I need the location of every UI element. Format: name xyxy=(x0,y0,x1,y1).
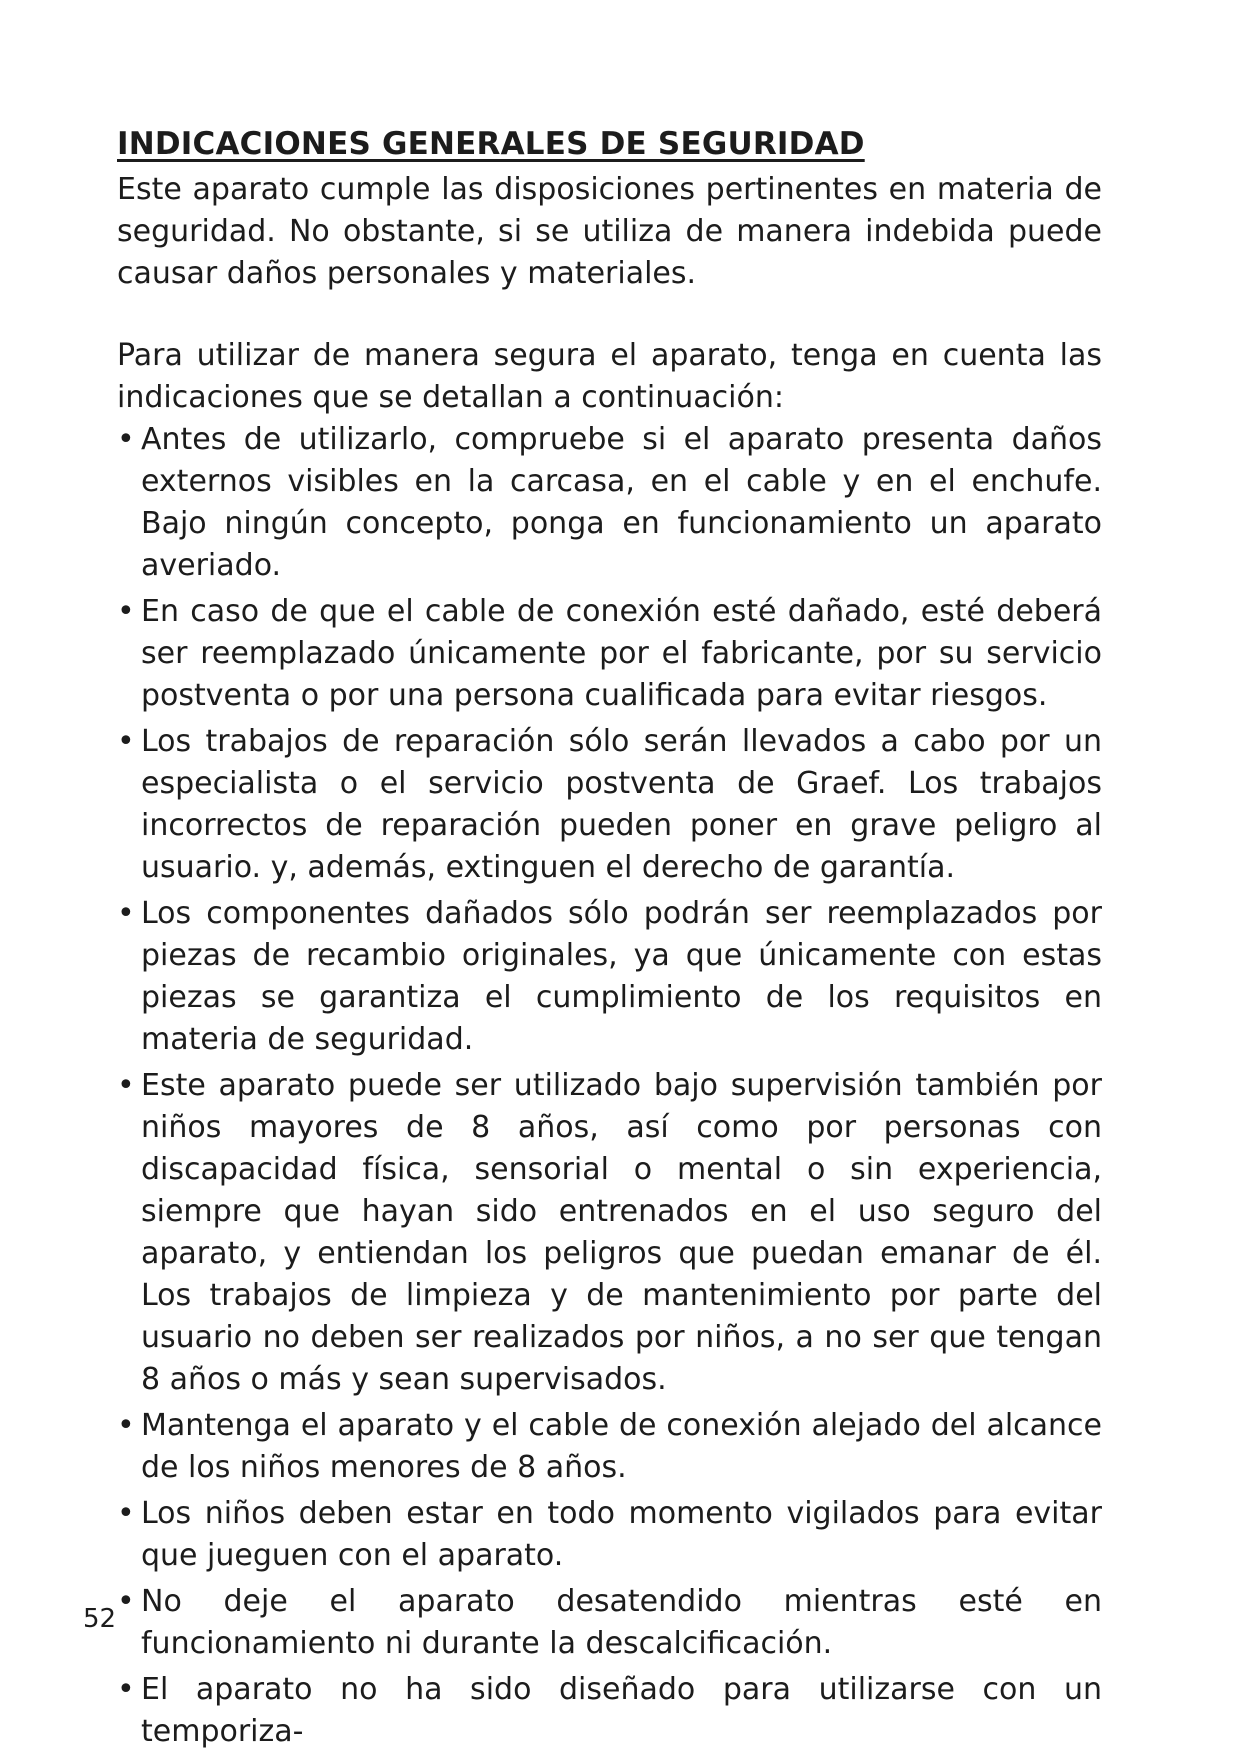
safety-list xyxy=(117,419,1102,1753)
list-item-text: Mantenga el aparato y el cable de conexión alejado del alcance de los niños menores de 8 años. xyxy=(141,1408,1102,1485)
bullet-icon: • xyxy=(117,1408,135,1443)
list-item xyxy=(117,1581,1102,1665)
list-item xyxy=(117,1065,1102,1401)
list-item-text: Los niños deben estar en todo momento vigilados para evitar que jueguen con el aparato. xyxy=(141,1496,1102,1573)
lead-paragraph: Para utilizar de manera segura el aparato, tenga en cuenta las indicaciones que se detallan a continuación: xyxy=(117,338,1102,415)
bullet-icon: • xyxy=(117,1584,135,1619)
list-item xyxy=(117,591,1102,717)
list-item-text: Antes de utilizarlo, compruebe si el aparato presenta daños externos visibles en la carcasa, en el cable y en el enchufe. Bajo ningún concepto, ponga en funcionamiento un aparato averiado. xyxy=(141,422,1102,583)
list-item-text: Los trabajos de reparación sólo serán llevados a cabo por un especialista o el servicio postventa de Graef. Los trabajos incorrectos de reparación pueden poner en grave peligro al usuario. y, además, extinguen el derecho de garantía. xyxy=(141,724,1102,885)
bullet-icon: • xyxy=(117,1496,135,1531)
page-content xyxy=(117,123,1102,1757)
list-item-text: Este aparato puede ser utilizado bajo supervisión también por niños mayores de 8 años, así como por personas con discapacidad física, sensorial o mental o sin experiencia, siempre que hayan sido entrenados en el uso seguro del aparato, y entiendan los peligros que puedan emanar de él. Los trabajos de limpieza y de mantenimiento por parte del usuario no deben ser realizados por niños, a no ser que tengan 8 años o más y sean supervisados. xyxy=(141,1068,1102,1397)
list-item xyxy=(117,1493,1102,1577)
list-item-text: No deje el aparato desatendido mientras esté en funcionamiento ni durante la descalcificación. xyxy=(141,1584,1102,1661)
section-heading: INDICACIONES GENERALES DE SEGURIDAD xyxy=(117,126,865,162)
list-item xyxy=(117,1669,1102,1753)
list-item-text: El aparato no ha sido diseñado para utilizarse con un temporiza- xyxy=(141,1672,1102,1749)
bullet-icon: • xyxy=(117,1068,135,1103)
list-item xyxy=(117,1405,1102,1489)
list-item xyxy=(117,419,1102,587)
page-number: 52 xyxy=(83,1604,117,1634)
bullet-icon: • xyxy=(117,1672,135,1707)
bullet-icon: • xyxy=(117,724,135,759)
list-item xyxy=(117,721,1102,889)
bullet-icon: • xyxy=(117,594,135,629)
list-item xyxy=(117,893,1102,1061)
bullet-icon: • xyxy=(117,422,135,457)
intro-paragraph: Este aparato cumple las disposiciones pertinentes en materia de seguridad. No obstante, si se utiliza de manera indebida puede causar daños personales y materiales. xyxy=(117,172,1102,291)
list-item-text: Los componentes dañados sólo podrán ser reemplazados por piezas de recambio originales, ya que únicamente con estas piezas se garantiza el cumplimiento de los requisitos en materia de seguridad. xyxy=(141,896,1102,1057)
list-item-text: En caso de que el cable de conexión esté dañado, esté deberá ser reemplazado únicamente por el fabricante, por su servicio postventa o por una persona cualificada para evitar riesgos. xyxy=(141,594,1102,713)
bullet-icon: • xyxy=(117,896,135,931)
